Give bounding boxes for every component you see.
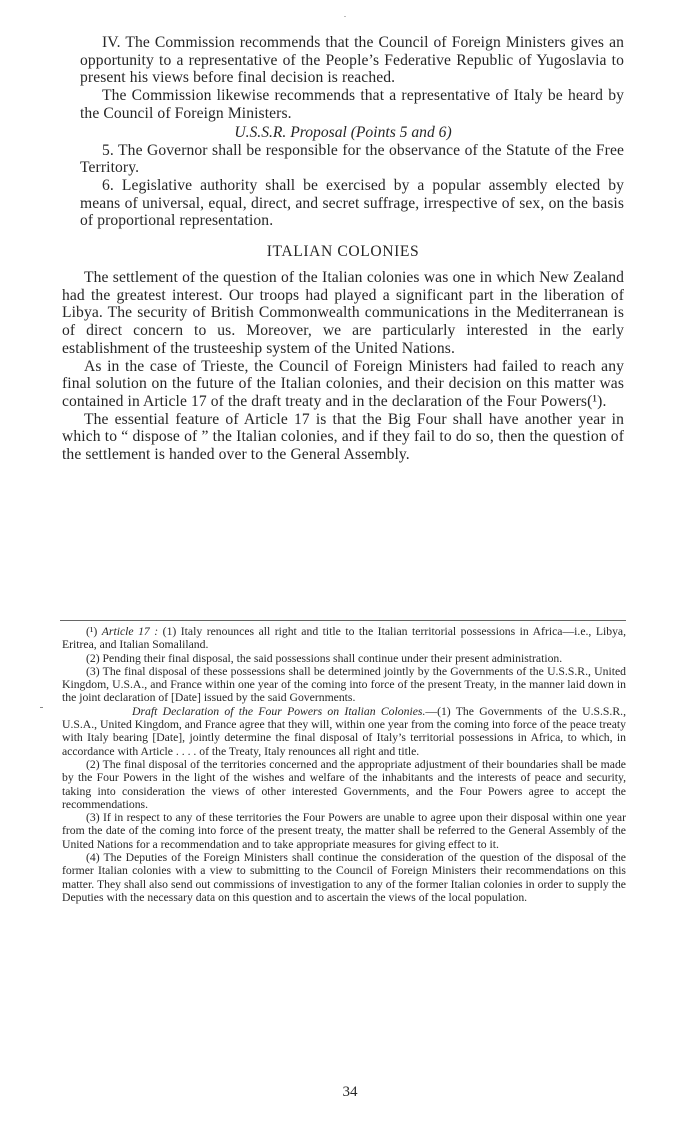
ussr-point-6: 6. Legislative authority shall be exercised by a popular assembly elected by means of universal, equal, direct, and secret suffrage, irrespective of sex, on the basis of proportional representation. <box>80 176 624 230</box>
footnote-article-label: Article 17 : <box>101 625 159 638</box>
paragraph-iv-block <box>62 34 624 123</box>
paragraph-iv: IV. The Commission recommends that the Council of Foreign Ministers gives an opportunity to a representative of the People’s Federative Republic of Yugoslavia to present his views before final decision is reached. <box>80 34 624 87</box>
footnote-article-point-2: (2) Pending their final disposal, the said possessions shall continue under their present administration. <box>86 651 563 665</box>
footnote-draft-point-4: (4) The Deputies of the Foreign Ministers shall continue the consideration of the question of the disposal of the former Italian colonies with a view to submitting to the Council of Foreign Ministers their recommendations on this matter. They shall also send out commissions of investigation to any of the former Italian colonies in order to supply the Deputies with the necessary data on this question and to ascertain the views of the local population. <box>62 851 626 904</box>
footnote-draft-point-2: (2) The final disposal of the territories concerned and the appropriate adjustment of their boundaries shall be made by the Four Powers in the light of the wishes and welfare of the inhabitants and the interests of peace and security, taking into consideration the views of other interested Governments, and the Four Powers agree to accept the recommendations. <box>62 757 626 811</box>
ussr-points-block <box>62 142 624 231</box>
footnote-block <box>62 625 626 904</box>
page-number: 34 <box>342 1084 358 1100</box>
footnote-draft-declaration <box>62 705 626 758</box>
body-paragraph-article17: The essential feature of Article 17 is that the Big Four shall have another year in which to “ dispose of ” the Italian colonies, and if they fail to do so, then the question of the settlement is handed over to the General Assembly. <box>62 410 624 464</box>
footnote-divider <box>60 620 626 621</box>
footnote-marker: (¹) <box>86 625 98 638</box>
footnote-article-point-3: (3) The final disposal of these possessions shall be determined jointly by the Governments of the U.S.S.R., United Kingdom, U.S.A., and France within one year of the coming into force of the present Treaty, in the manner laid down in the joint declaration of [Date] issued by the said Governments. <box>62 664 626 705</box>
footnote-article-1 <box>62 625 626 652</box>
footnote-article-point-1: (1) Italy renounces all right and title to the Italian territorial possessions in Africa—i.e., Libya, Eritrea, and Italian Somaliland. <box>62 625 627 652</box>
ussr-point-5: 5. The Governor shall be responsible for the observance of the Statute of the Free Territory. <box>80 141 624 177</box>
body-paragraph-trieste: As in the case of Trieste, the Council of Foreign Ministers had failed to reach any final solution on the future of the Italian colonies, and their decision on this matter was contained in Article 17 of the draft treaty and in the declaration of the Four Powers(¹). <box>62 357 624 410</box>
ussr-proposal-heading: U.S.S.R. Proposal (Points 5 and 6) <box>234 123 452 141</box>
paragraph-iv-italy: The Commission likewise recommends that a representative of Italy be heard by the Council of Foreign Ministers. <box>80 87 624 122</box>
margin-mark <box>40 707 43 708</box>
main-text-block <box>62 34 624 464</box>
footnote-draft-point-3: (3) If in respect to any of these territories the Four Powers are unable to agree upon their disposal within one year from the date of the coming into force of the present treaty, the matter shall be referred to the General Assembly of the United Nations for a recommendation and to take appropriate measures for giving effect to it. <box>62 811 626 851</box>
body-paragraph-settlement: The settlement of the question of the Italian colonies was one in which New Zealand had the greatest interest. Our troops had played a significant part in the liberation of Libya. The security of British Commonwealth communications in the Mediterranean is of direct concern to us. Moreover, we are particularly interested in the early establishment of the trusteeship system of the United Nations. <box>62 269 624 357</box>
footnote-draft-label: Draft Declaration of the Four Powers on Italian Colonies. <box>132 704 426 718</box>
scan-speck <box>344 16 346 17</box>
section-title: ITALIAN COLONIES <box>266 243 420 261</box>
footnote-draft-point-1: —(1) The Governments of the U.S.S.R., U.S.A., United Kingdom, and France agree that they will, within one year from the coming into force of the peace treaty with Italy bearing [Date], jointly determine the final disposal of Italy’s territorial possessions in Africa, to which, in accordance with Article . . . . of the Treaty, Italy renounces all right and title. <box>62 704 626 758</box>
